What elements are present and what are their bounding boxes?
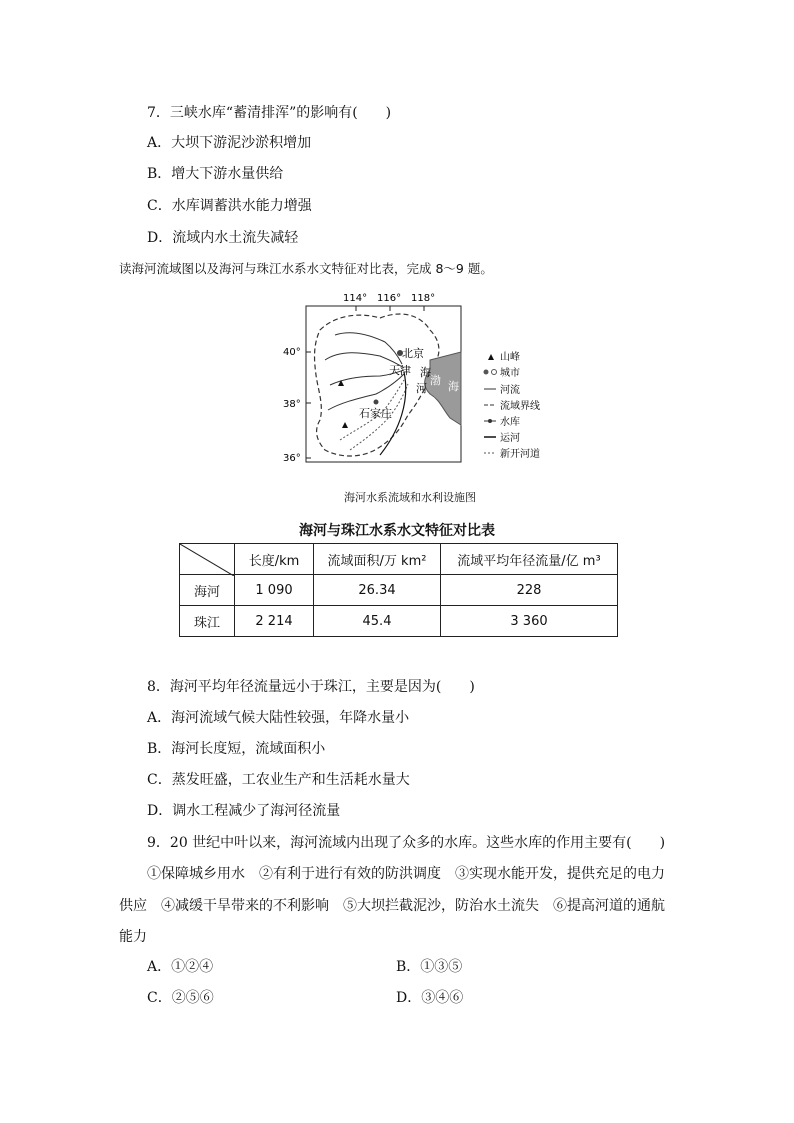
haihe-label-2: 河 — [416, 382, 427, 395]
q9-statements-line3: 能力 — [119, 929, 147, 945]
passage-intro: 读海河流域图以及海河与珠江水系水文特征对比表，完成 8～9 题。 — [119, 261, 493, 276]
legend-city: 城市 — [500, 368, 520, 379]
bohai-label-2: 海 — [448, 380, 459, 393]
legend-boundary: 流域界线 — [500, 401, 540, 412]
haihe-basin-map — [280, 290, 560, 510]
lat-label-38: 38° — [283, 399, 301, 410]
cell-runoff: 3 360 — [441, 606, 618, 637]
map-legend — [484, 350, 541, 460]
table-title: 海河与珠江水系水文特征对比表 — [299, 523, 495, 539]
row-name: 珠江 — [180, 606, 235, 637]
lon-label-116: 116° — [377, 293, 402, 304]
river-south — [328, 374, 404, 410]
q7-option-b: B．增大下游水量供给 — [147, 166, 284, 182]
lat-label-40: 40° — [283, 347, 301, 358]
hydrology-table — [179, 543, 618, 637]
peak-icon — [342, 422, 348, 428]
q8-option-a: A．海河流域气候大陆性较强，年降水量小 — [147, 710, 410, 726]
q8-option-b: B．海河长度短，流域面积小 — [147, 741, 326, 757]
q7-option-c: C．水库调蓄洪水能力增强 — [147, 198, 312, 214]
map-figure — [280, 290, 560, 510]
lon-label-118: 118° — [411, 293, 436, 304]
legend-peak: 山峰 — [500, 352, 520, 363]
legend-new-channel: 新开河道 — [500, 449, 540, 460]
city-legend-icon — [492, 370, 497, 375]
q9-option-a: A．①②④ — [147, 959, 214, 975]
legend-canal: 运河 — [500, 433, 520, 444]
q7-option-a: A．大坝下游泥沙淤积增加 — [147, 135, 312, 151]
peak-icon — [338, 380, 344, 386]
lat-label-36: 36° — [283, 453, 301, 464]
header-length: 长度/km — [235, 544, 314, 575]
table-header-row — [180, 544, 618, 575]
peak-legend-icon — [488, 354, 494, 360]
legend-reservoir: 水库 — [500, 417, 520, 428]
q9-option-b: B．①③⑤ — [396, 959, 463, 975]
city-legend-icon — [484, 370, 489, 375]
city-beijing: 北京 — [402, 347, 424, 360]
q9-stem: 9．20 世纪中叶以来，海河流域内出现了众多的水库。这些水库的作用主要有( ) — [147, 835, 666, 851]
legend-river: 河流 — [500, 385, 520, 396]
map-caption: 海河水系流域和水利设施图 — [344, 491, 476, 504]
row-name: 海河 — [180, 575, 235, 606]
cell-length: 2 214 — [235, 606, 314, 637]
q8-option-d: D．调水工程减少了海河径流量 — [147, 803, 341, 819]
q9-statements-line1: ①保障城乡用水 ②有利于进行有效的防洪调度 ③实现水能开发，提供充足的电力 — [147, 866, 665, 882]
river-north2 — [335, 333, 402, 364]
q7-option-d: D．流域内水土流失减轻 — [147, 230, 299, 246]
q9-statements-line2: 供应 ④减缓干旱带来的不利影响 ⑤大坝拦截泥沙，防治水土流失 ⑥提高河道的通航 — [119, 898, 665, 914]
q9-option-d: D．③④⑥ — [396, 990, 464, 1006]
cell-area: 26.34 — [314, 575, 441, 606]
city-tianjin: 天津 — [389, 364, 411, 377]
q8-option-c: C．蒸发旺盛，工农业生产和生活耗水量大 — [147, 772, 410, 788]
header-area: 流域面积/万 km² — [314, 544, 441, 575]
table-row — [180, 575, 618, 606]
header-runoff: 流域平均年径流量/亿 m³ — [441, 544, 618, 575]
lon-label-114: 114° — [343, 293, 368, 304]
bohai-label-1: 渤 — [430, 374, 441, 387]
cell-area: 45.4 — [314, 606, 441, 637]
cell-runoff: 228 — [441, 575, 618, 606]
q9-option-c: C．②⑤⑥ — [147, 990, 214, 1006]
cell-length: 1 090 — [235, 575, 314, 606]
q8-stem: 8．海河平均年径流量远小于珠江，主要是因为( ) — [147, 679, 475, 695]
haihe-label-1: 海 — [420, 366, 431, 379]
city-shijiazhuang-marker — [374, 400, 379, 405]
city-shijiazhuang: 石家庄 — [359, 407, 392, 420]
table-row — [180, 606, 618, 637]
q7-stem: 7．三峡水库“蓄清排浑”的影响有( ) — [147, 105, 392, 121]
table-corner-cell — [180, 544, 235, 575]
